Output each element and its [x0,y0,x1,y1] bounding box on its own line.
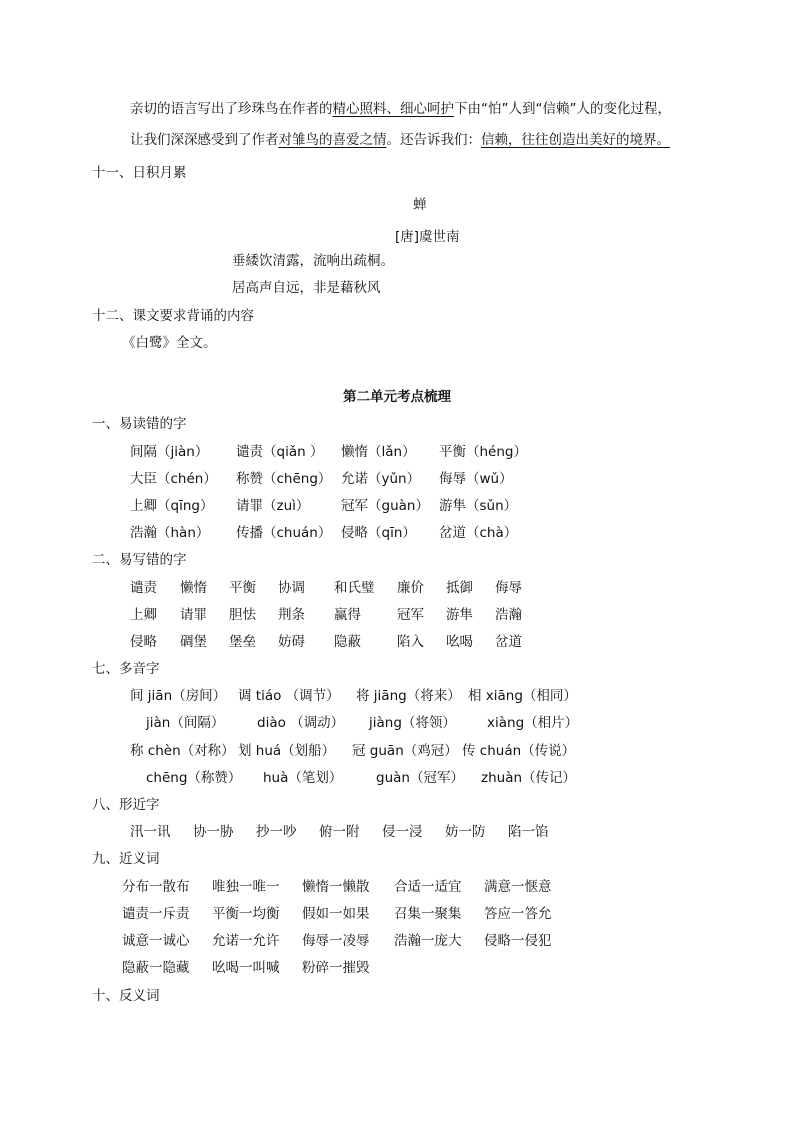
intro-line-2 [130,134,670,148]
misread-char-item: 称赞（chēng） [236,471,332,487]
synonym-pair: 吆喝一叫喊 [212,960,280,976]
miswritten-char-item: 碉堡 [180,634,207,650]
misread-char-item: 岔道（chà） [439,525,518,541]
section-heading-1: 一、易读错的字 [92,416,187,432]
misread-char-item: 冠军（guàn） [341,498,429,514]
section-heading-2: 二、易写错的字 [92,552,187,568]
misread-char-item: 间隔（jiàn） [130,444,209,460]
miswritten-char-item: 岔道 [495,634,522,650]
synonym-pair: 唯独一唯一 [212,879,280,895]
synonym-pair: 诚意一诚心 [122,933,190,949]
synonym-pair: 粉碎一摧毁 [302,960,370,976]
recitation-content: 《白鹭》全文。 [122,335,217,351]
similar-char-item: 抄一吵 [256,824,297,840]
section-heading-12: 十二、课文要求背诵的内容 [92,308,254,324]
misread-char-item: 浩瀚（hàn） [130,525,210,541]
miswritten-char-item: 和氏璧 [334,580,375,596]
intro-line-1 [130,103,671,117]
miswritten-char-item: 请罪 [180,607,207,623]
polyphonic-char-item: 传 chuán（传说） [462,743,576,759]
section-heading-7: 七、多音字 [92,661,160,677]
synonym-pair: 召集一聚集 [394,906,462,922]
section-heading-8: 八、形近字 [92,797,160,813]
miswritten-char-item: 平衡 [229,580,256,596]
poem-author: [唐]虞世南 [395,229,460,245]
misread-char-item: 游隼（sǔn） [439,498,518,514]
synonym-pair: 懒惰一懒散 [302,879,370,895]
miswritten-char-item: 隐蔽 [334,634,361,650]
miswritten-char-item: 侵略 [130,634,157,650]
miswritten-char-item: 谴责 [130,580,157,596]
polyphonic-char-item: guàn（冠军） [376,770,464,786]
polyphonic-char-item: diào （调动） [257,715,345,731]
poem-title: 蝉 [413,197,427,213]
similar-char-item: 协一胁 [193,824,234,840]
polyphonic-char-item: zhuàn（传记） [481,770,577,786]
misread-char-item: 侵略（qīn） [341,525,416,541]
miswritten-char-item: 抵御 [446,580,473,596]
miswritten-char-item: 胆怯 [229,607,256,623]
synonym-pair: 答应一答允 [484,906,552,922]
misread-char-item: 谴责（qiǎn ） [236,444,324,460]
polyphonic-char-item: 将 jiāng（将来） [356,688,461,704]
section-heading-10: 十、反义词 [92,988,160,1004]
miswritten-char-item: 荆条 [278,607,305,623]
intro-underlined-text: 对雏鸟的喜爱之情 [278,132,387,148]
similar-char-item: 陷一馅 [508,824,549,840]
synonym-pair: 合适一适宜 [394,879,462,895]
polyphonic-char-item: huà（笔划） [263,770,343,786]
polyphonic-char-item: 调 tiáo （调节） [238,688,340,704]
misread-char-item: 允诺（yǔn） [341,471,421,487]
synonym-pair: 平衡一均衡 [212,906,280,922]
synonym-pair: 分布一散布 [122,879,190,895]
poem-line: 居高声自远，非是藉秋风 [232,280,381,296]
polyphonic-char-item: 划 huá（划船） [238,743,336,759]
section-heading-9: 九、近义词 [92,851,160,867]
miswritten-char-item: 侮辱 [495,580,522,596]
miswritten-char-item: 廉价 [397,580,424,596]
miswritten-char-item: 堡垒 [229,634,256,650]
misread-char-item: 请罪（zuì） [236,498,310,514]
polyphonic-char-item: xiàng（相片） [487,715,579,731]
intro-text: 。还告诉我们： [386,132,481,148]
intro-text: 下由“怕”人到“信赖”人的变化过程， [454,101,671,117]
synonym-pair: 侮辱一凌辱 [302,933,370,949]
miswritten-char-item: 赢得 [334,607,361,623]
synonym-pair: 浩瀚一庞大 [394,933,462,949]
intro-underlined-text: 信赖，往往创造出美好的境界。 [481,132,670,148]
similar-char-item: 俯一附 [319,824,360,840]
synonym-pair: 谴责一斥责 [122,906,190,922]
polyphonic-char-item: 称 chèn（对称） [130,743,235,759]
misread-char-item: 上卿（qīng） [130,498,214,514]
synonym-pair: 假如一如果 [302,906,370,922]
polyphonic-char-item: 相 xiāng（相同） [468,688,577,704]
polyphonic-char-item: 冠 guān（鸡冠） [352,743,458,759]
synonym-pair: 侵略一侵犯 [484,933,552,949]
miswritten-char-item: 上卿 [130,607,157,623]
miswritten-char-item: 吆喝 [446,634,473,650]
polyphonic-char-item: 间 jiān（房间） [130,688,227,704]
miswritten-char-item: 妨碍 [278,634,305,650]
misread-char-item: 大臣（chén） [130,471,217,487]
similar-char-item: 汛一讯 [130,824,171,840]
unit-title: 第二单元考点梳理 [343,389,451,405]
synonym-pair: 允诺一允许 [212,933,280,949]
synonym-pair: 隐蔽一隐藏 [122,960,190,976]
intro-text: 亲切的语言写出了珍珠鸟在作者的 [130,101,333,117]
miswritten-char-item: 浩瀚 [495,607,522,623]
intro-underlined-text: 精心照料、细心呵护 [332,101,454,117]
similar-char-item: 妨一防 [445,824,486,840]
miswritten-char-item: 陷入 [397,634,424,650]
polyphonic-char-item: jiàng（将领） [369,715,456,731]
poem-line: 垂緌饮清露，流响出疏桐。 [232,253,394,269]
polyphonic-char-item: chēng（称赞） [146,770,242,786]
miswritten-char-item: 懒惰 [180,580,207,596]
misread-char-item: 平衡（héng） [439,444,527,460]
misread-char-item: 传播（chuán） [236,525,332,541]
intro-text: 让我们深深感受到了作者 [130,132,279,148]
miswritten-char-item: 冠军 [397,607,424,623]
miswritten-char-item: 协调 [278,580,305,596]
misread-char-item: 懒惰（lǎn） [341,444,416,460]
section-heading-11: 十一、日积月累 [92,165,187,181]
similar-char-item: 侵一浸 [382,824,423,840]
misread-char-item: 侮辱（wǔ） [439,471,513,487]
polyphonic-char-item: jiàn（间隔） [146,715,225,731]
synonym-pair: 满意一惬意 [484,879,552,895]
miswritten-char-item: 游隼 [446,607,473,623]
